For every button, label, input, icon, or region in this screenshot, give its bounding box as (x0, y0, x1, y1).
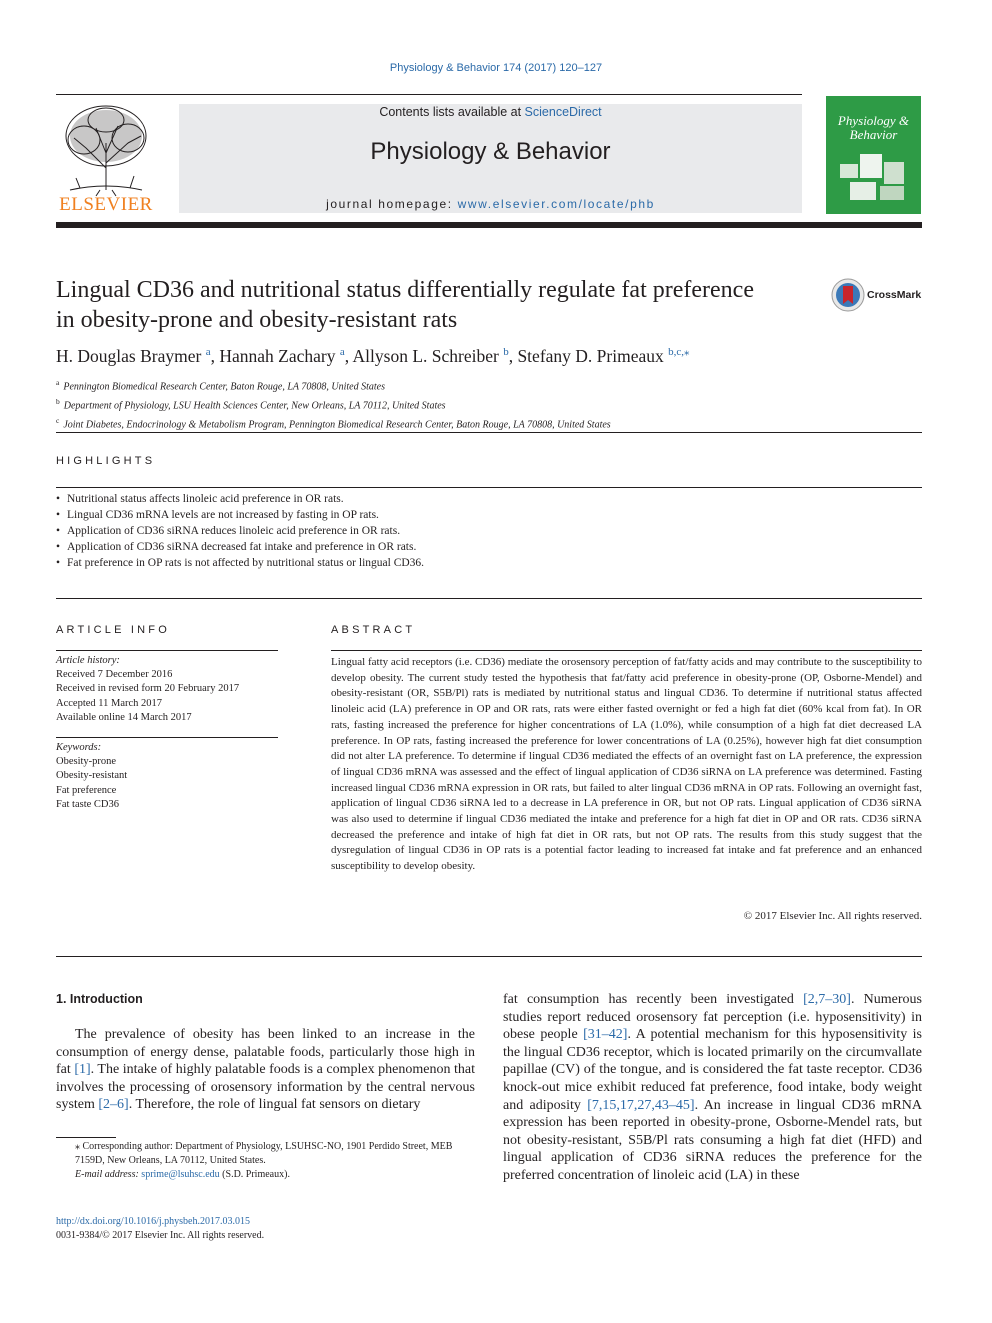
affiliation (56, 395, 922, 414)
text-run: . The intake of highly palatable foods is a complex phenomenon that involves the processing of orosensory information by the central nervous system (56, 1062, 475, 1113)
paragraph (503, 991, 922, 1185)
email-label: E-mail address: (75, 1169, 142, 1180)
author-affil-mark[interactable]: b (503, 346, 509, 358)
title-line-1: Lingual CD36 and nutritional status differentially regulate fat preference (56, 277, 754, 303)
author-name[interactable]: Stefany D. Primeaux (517, 345, 664, 366)
divider (331, 650, 922, 651)
journal-cover[interactable] (826, 96, 921, 214)
keywords-label: Keywords: (56, 742, 102, 753)
keyword: Obesity-prone (56, 756, 117, 768)
paragraph (56, 1026, 475, 1114)
body-column-right (503, 991, 922, 1185)
highlight-item: • Fat preference in OP rats is not affected by nutritional status or lingual CD36. (56, 555, 922, 571)
highlights-heading: HIGHLIGHTS (56, 455, 156, 467)
email-note (56, 1168, 475, 1182)
keywords (56, 741, 278, 812)
affiliation (56, 376, 922, 395)
doi-block (56, 1215, 264, 1243)
sciencedirect-link[interactable]: ScienceDirect (524, 105, 602, 119)
crossmark-icon (831, 278, 865, 312)
text-run: . Therefore, the role of lingual fat sensors on dietary (128, 1097, 421, 1113)
footnote (56, 1140, 475, 1182)
affiliation-mark: a (56, 378, 60, 387)
copyright: © 2017 Elsevier Inc. All rights reserved. (743, 910, 922, 922)
affiliation-mark: c (56, 415, 60, 425)
author-separator: , (344, 345, 353, 366)
highlight-item: • Application of CD36 siRNA decreased fat intake and preference in OR rats. (56, 539, 922, 555)
issn-copyright: 0031-9384/© 2017 Elsevier Inc. All rights reserved. (56, 1230, 265, 1241)
contents-line (179, 105, 802, 119)
text-run: . Numerous studies report reduced orosensory fat perception (i.e. hyposensitivity) in obese people (503, 992, 922, 1043)
history-item: Available online 14 March 2017 (56, 711, 192, 723)
author-affil-mark[interactable]: a (339, 346, 345, 358)
elsevier-wordmark: ELSEVIER (59, 194, 153, 215)
keyword: Fat taste CD36 (56, 798, 119, 810)
citation-link[interactable]: [1] (74, 1062, 91, 1078)
title-line-2: in obesity-prone and obesity-resistant rats (56, 307, 458, 333)
homepage-link[interactable]: www.elsevier.com/locate/phb (457, 197, 655, 211)
author-separator: , (508, 345, 518, 366)
article-title (56, 275, 806, 335)
cover-graphic-icon (840, 154, 910, 204)
highlight-item: • Nutritional status affects linoleic acid preference in OR rats. (56, 491, 922, 507)
text-run: . A potential mechanism for this hyposensitivity is the lingual CD36 receptor, which is located primarily on the circumvallate papillae (CV) of the tongue, and is considered the fat taste receptor. CD36 knock-out mice exhibit reduced fat preference, food intake, body weight and adiposity (503, 1027, 922, 1113)
history-item: Accepted 11 March 2017 (56, 697, 163, 709)
affiliations (56, 376, 922, 432)
citation-link[interactable]: [7,15,17,27,43–45] (587, 1097, 695, 1113)
keyword: Obesity-resistant (56, 770, 128, 782)
divider (56, 650, 278, 651)
abstract-text: Lingual fatty acid receptors (i.e. CD36) mediate the orosensory perception of fat/fatty acids and may contribute to the susceptibility to develop obesity. The current study tested the hypothesis that fat/fatty acid preference in obesity-prone (OP, Osborne-Mendel) and obesity-resistant (OR, S5B/Pl) rats is mediated by nutritional status and lingual CD36. To determine if nutritional status affected linoleic acid (LA) preference in OP and OR rats, rats were either fasted overnight or fed a high fat diet (60% kcal from fat). In OR rats, fasting increased the preference for higher concentrations of LA (1.0%), while consumption of a high fat diet decreased LA preference. In OP rats, fasting increased the preference for lower concentrations of LA (0.25%), however high fat diet consumption did not alter LA preference. To determine if lingual CD36 mediated the effects of an overnight fast on LA preference, the expression of lingual CD36 mRNA was assessed and the effect of lingual application of CD36 siRNA on LA preference was determined. Fasting increased lingual CD36 mRNA expression in OR rats, but failed to alter lingual CD36 mRNA in OP rats. Following an overnight fast, application of lingual CD36 siRNA led to a decrease in LA preference in OR, but not OP rats. Lingual application of CD36 siRNA was also used to determine if lingual CD36 mediated the intake and preference for a high fat diet in OP and OR rats. CD36 siRNA decreased the preference and intake of high fat diet in OR rats, but not OP rats. The results from this study suggest that the dysregulation of lingual CD36 in OP rats is a potential factor leading to increased fat intake and fat preference and an enhanced susceptibility to develop obesity. (331, 656, 922, 873)
crossmark-label: CrossMark (867, 289, 922, 301)
divider (56, 487, 922, 488)
email-suffix: (S.D. Primeaux). (219, 1169, 290, 1180)
highlight-item: • Application of CD36 siRNA reduces linoleic acid preference in OR rats. (56, 523, 922, 539)
article-info-heading: ARTICLE INFO (56, 624, 170, 636)
crossmark-badge[interactable] (831, 278, 923, 314)
body-column-left (56, 1026, 475, 1114)
doi-link[interactable]: http://dx.doi.org/10.1016/j.physbeh.2017.03.015 (56, 1216, 250, 1227)
affiliation-text: Joint Diabetes, Endocrinology & Metabolism Program, Pennington Biomedical Research Center, Baton Rouge, LA 70808, United States (63, 418, 611, 430)
divider (56, 956, 922, 957)
text-run: . An increase in lingual CD36 mRNA expression has been reported in obesity-prone, Osborne-Mendel rats, but not obesity-resistant, S5B/Pl rats consuming a high fat diet (HFD) and lingual application of CD36 siRNA reduces the preference for the preferred concentration of linoleic acid (LA) in these (503, 1097, 922, 1183)
abstract-heading: ABSTRACT (331, 624, 416, 636)
section-heading-introduction: 1. Introduction (56, 992, 143, 1006)
highlights-list (56, 491, 922, 571)
article-history (56, 654, 278, 725)
author-name[interactable]: Allyson L. Schreiber (352, 345, 499, 366)
author-list (56, 345, 922, 367)
history-item: Received in revised form 20 February 2017 (56, 683, 240, 695)
citation-link[interactable]: [2,7–30] (803, 992, 851, 1007)
affiliation-mark: b (56, 396, 60, 406)
citation-link[interactable]: [2–6] (98, 1097, 129, 1113)
homepage-prefix: journal homepage: (326, 197, 458, 211)
author-name[interactable]: H. Douglas Braymer (56, 345, 202, 366)
author-affil-mark[interactable]: a (205, 346, 211, 358)
divider (56, 737, 278, 738)
text-run: fat consumption has recently been investigated (503, 992, 804, 1007)
email-link[interactable]: sprime@lsuhsc.edu (141, 1169, 220, 1180)
cover-title: Physiology & Behavior (837, 113, 910, 142)
footnote-rule (56, 1137, 116, 1138)
affiliation-text: Pennington Biomedical Research Center, Baton Rouge, LA 70808, United States (63, 381, 385, 393)
author-affil-mark[interactable]: b,c,⁎ (668, 346, 690, 358)
author-separator: , (210, 345, 220, 366)
highlight-item: • Lingual CD36 mRNA levels are not increased by fasting in OP rats. (56, 507, 922, 523)
top-rule (56, 94, 802, 95)
corresponding-author-note: ⁎ Corresponding author: Department of Physiology, LSUHSC-NO, 1901 Perdido Street, MEB 7159D, New Orleans, LA 70112, United States. (75, 1141, 453, 1166)
history-item: Received 7 December 2016 (56, 669, 173, 681)
history-label: Article history: (56, 655, 120, 666)
affiliation-text: Department of Physiology, LSU Health Sciences Center, New Orleans, LA 70112, United States (63, 400, 446, 412)
journal-name: Physiology & Behavior (370, 138, 611, 165)
text-run: The prevalence of obesity has been linked to an increase in the consumption of energy dense, palatable foods, particularly those high in fat (56, 1027, 475, 1078)
journal-homepage (179, 197, 802, 211)
divider (56, 598, 922, 599)
journal-reference[interactable]: Physiology & Behavior 174 (2017) 120–127 (389, 62, 603, 74)
header-thick-rule (56, 222, 922, 228)
keyword: Fat preference (56, 784, 117, 796)
contents-prefix: Contents lists available at (379, 105, 525, 119)
citation-link[interactable]: [31–42] (583, 1027, 628, 1043)
author-name[interactable]: Hannah Zachary (219, 345, 336, 366)
affiliation (56, 414, 922, 433)
divider (56, 432, 922, 433)
